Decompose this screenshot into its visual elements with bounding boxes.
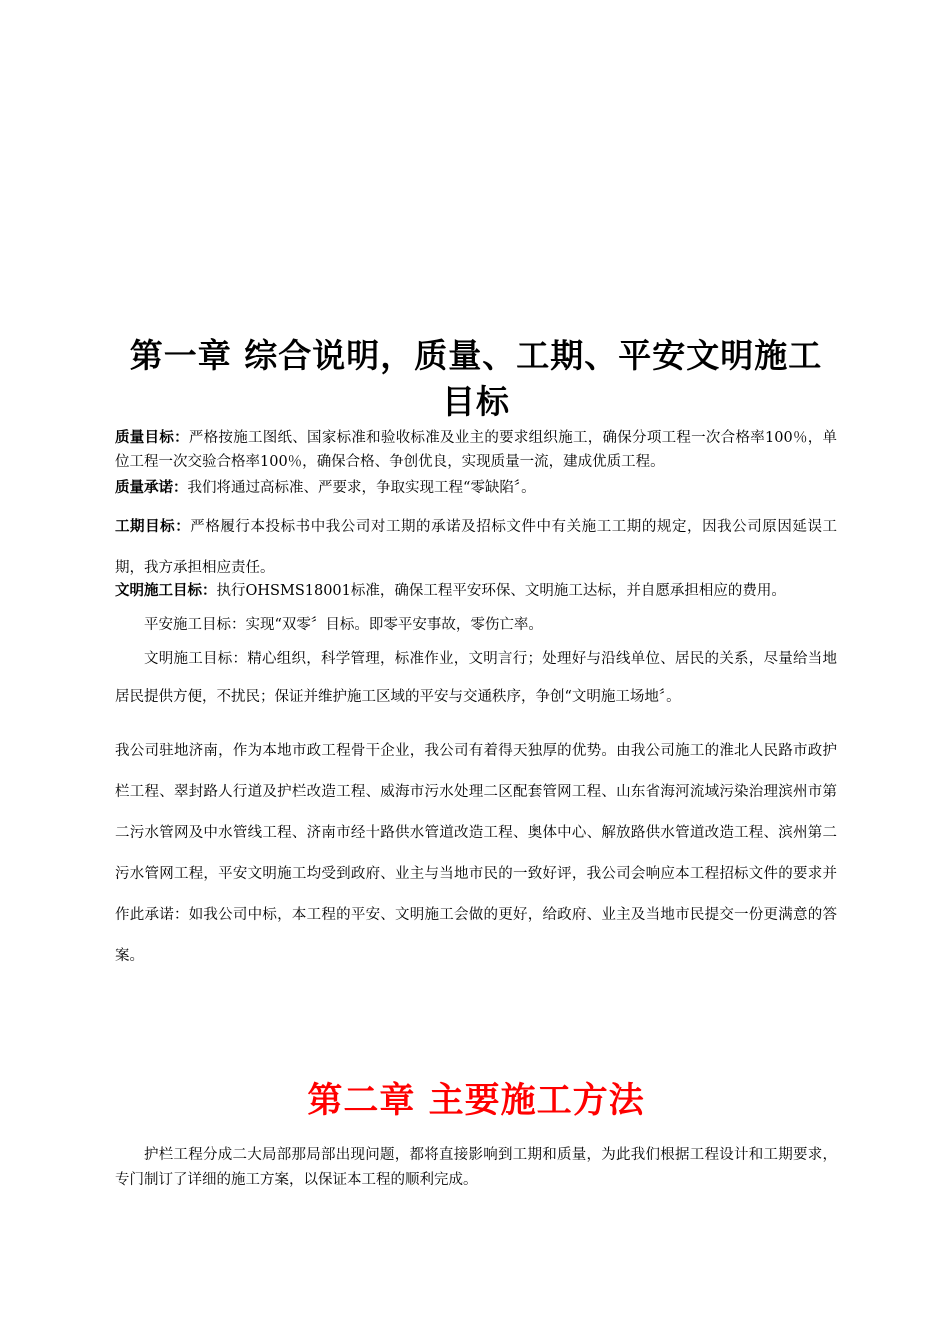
chapter2-intro-text: 护栏工程分成二大局部那局部出现问题，都将直接影响到工期和质量，为此我们根据工程设计和工期要求，专门制订了详细的施工方案，以保证本工程的顺利完成。 xyxy=(115,1147,837,1188)
company-paragraph xyxy=(115,731,837,977)
civil-goal-label: 文明施工目标： xyxy=(115,583,217,599)
schedule-goal-text: 严格履行本投标书中我公司对工期的承诺及招标文件中有关施工工期的规定，因我公司原因延误工期，我方承担相应责任。 xyxy=(115,519,837,576)
chapter2-title: 第二章 主要施工方法 xyxy=(307,1081,645,1121)
schedule-goal-paragraph xyxy=(115,507,837,589)
civil-goal-detail-paragraph xyxy=(115,640,837,716)
quality-goal-emphasis: 确保合格、争创优良 xyxy=(316,454,448,470)
schedule-goal-label: 工期目标： xyxy=(115,519,191,535)
quality-goal-text-b: ，实现质量一流，建成优质工程。 xyxy=(447,454,665,470)
quality-promise-text: 我们将通过高标准、严要求，争取实现工程“零缺陷〞。 xyxy=(187,480,536,496)
quality-goal-text-a: 严格按施工图纸、国家标准和验收标准及业主的要求组织施工，确保分项工程一次合格率100％，单位工程一次交验合格率100％， xyxy=(115,430,837,470)
civil-goal-paragraph xyxy=(115,579,837,603)
chapter2-intro-paragraph xyxy=(115,1143,837,1193)
safety-goal-text: 平安施工目标：实现“双零〞目标。即零平安事故，零伤亡率。 xyxy=(144,617,543,633)
civil-goal-detail-text: 文明施工目标：精心组织，科学管理，标准作业，文明言行；处理好与沿线单位、居民的关系，尽量给当地居民提供方便，不扰民；保证并维护施工区域的平安与交通秩序，争创“文明施工场地〞。 xyxy=(115,651,837,705)
quality-promise-paragraph xyxy=(115,476,837,500)
chapter1-title-line1: 第一章 综合说明，质量、工期、平安文明施工 xyxy=(129,336,823,375)
quality-goal-label: 质量目标： xyxy=(115,430,189,446)
quality-promise-label: 质量承诺： xyxy=(115,480,188,496)
chapter1-title xyxy=(115,333,837,425)
company-paragraph-text: 我公司驻地济南，作为本地市政工程骨干企业，我公司有着得天独厚的优势。由我公司施工的淮北人民路市政护栏工程、翠封路人行道及护栏改造工程、威海市污水处理二区配套管网工程、山东省海河流域污染治理滨州市第二污水管网及中水管线工程、济南市经十路供水管道改造工程、奥体中心、解放路供水管道改造工程、滨州第二污水管网工程，平安文明施工均受到政府、业主与当地市民的一致好评，我公司会响应本工程招标文件的要求并作此承诺：如我公司中标，本工程的平安、文明施工会做的更好，给政府、业主及当地市民提交一份更满意的答案。 xyxy=(115,743,837,964)
civil-goal-text: 执行OHSMS18001标准，确保工程平安环保、文明施工达标，并自愿承担相应的费用。 xyxy=(216,583,786,599)
chapter1-title-line2: 目标 xyxy=(442,382,510,421)
quality-goal-paragraph xyxy=(115,426,837,474)
